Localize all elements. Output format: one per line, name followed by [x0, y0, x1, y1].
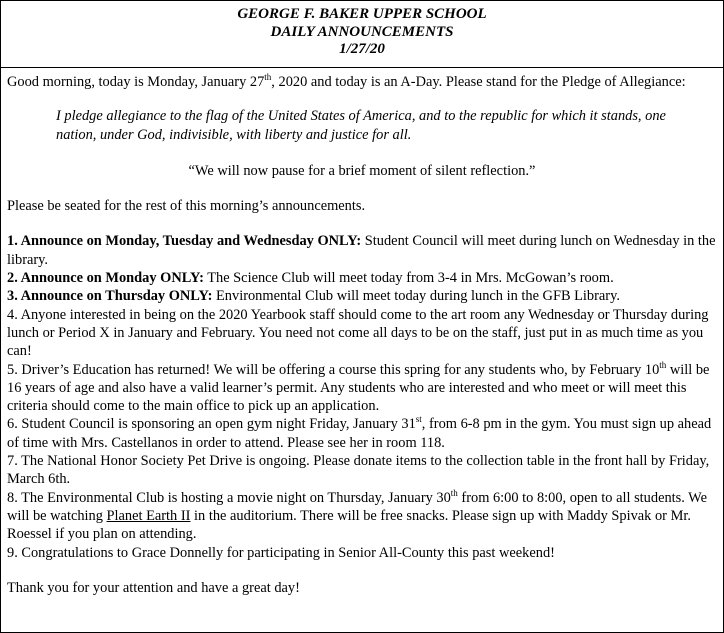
film-title: Planet Earth II — [106, 507, 191, 524]
announcement-item: 6. Student Council is sponsoring an open gym night Friday, January 31st, from 6-8 pm in the gym. You must sign up ahead of time with Mrs. Castellanos in order to attend. Please see her in room 118. — [7, 414, 712, 451]
closing-text: Thank you for your attention and have a great day! — [7, 579, 300, 596]
intro-paragraph: Good morning, today is Monday, January 27th, 2020 and today is an A-Day. Please stand for the Pledge of Allegiance: — [7, 72, 686, 90]
document-title: DAILY ANNOUNCEMENTS — [270, 23, 454, 40]
document-date: 1/27/20 — [339, 41, 385, 57]
announcement-item: 7. The National Honor Society Pet Drive is ongoing. Please donate items to the collection table in the front hall by Friday, March 6th. — [7, 453, 710, 488]
announcement-item: 1. Announce on Monday, Tuesday and Wednesday ONLY: Student Council will meet during lunch on Wednesday in the library. — [7, 233, 716, 268]
seated-text: Please be seated for the rest of this morning’s announcements. — [7, 198, 366, 215]
document-body — [1, 68, 723, 597]
announcement-item: 8. The Environmental Club is hosting a movie night on Thursday, January 30th from 6:00 to 8:00, open to all students. We will be watching Planet Earth II in the auditorium. There will be free snacks. Please sign up with Maddy Spivak or Mr. Roessel if you plan on attending. — [7, 487, 707, 543]
pledge-text: I pledge allegiance to the flag of the United States of America, and to the republic for which it stands, one nation, under God, indivisible, with liberty and justice for all. — [56, 108, 666, 143]
announcement-item: 4. Anyone interested in being on the 2020 Yearbook staff should come to the art room any Wednesday or Thursday during lunch or Period X in January and February. You need not come all days to be on the staff, just put in as much time as you can! — [7, 306, 709, 360]
document-header — [1, 1, 723, 68]
announcement-item: 2. Announce on Monday ONLY: The Science Club will meet today from 3-4 in Mrs. McGowan’s room. — [7, 270, 614, 287]
school-name: GEORGE F. BAKER UPPER SCHOOL — [237, 6, 487, 22]
announcement-item: 5. Driver’s Education has returned! We will be offering a course this spring for any students who, by February 10th will be 16 years of age and also have a valid learner’s permit. Any students who are interested and who meet or will meet this criteria should come to the main office to pick up an application. — [7, 359, 710, 415]
announcement-list — [7, 232, 717, 561]
announcement-item: 9. Congratulations to Grace Donnelly for participating in Senior All-County this past weekend! — [7, 544, 555, 561]
silent-reflection-text: “We will now pause for a brief moment of silent reflection.” — [188, 162, 536, 179]
announcement-item: 3. Announce on Thursday ONLY: Environmental Club will meet today during lunch in the GFB Library. — [7, 288, 620, 305]
